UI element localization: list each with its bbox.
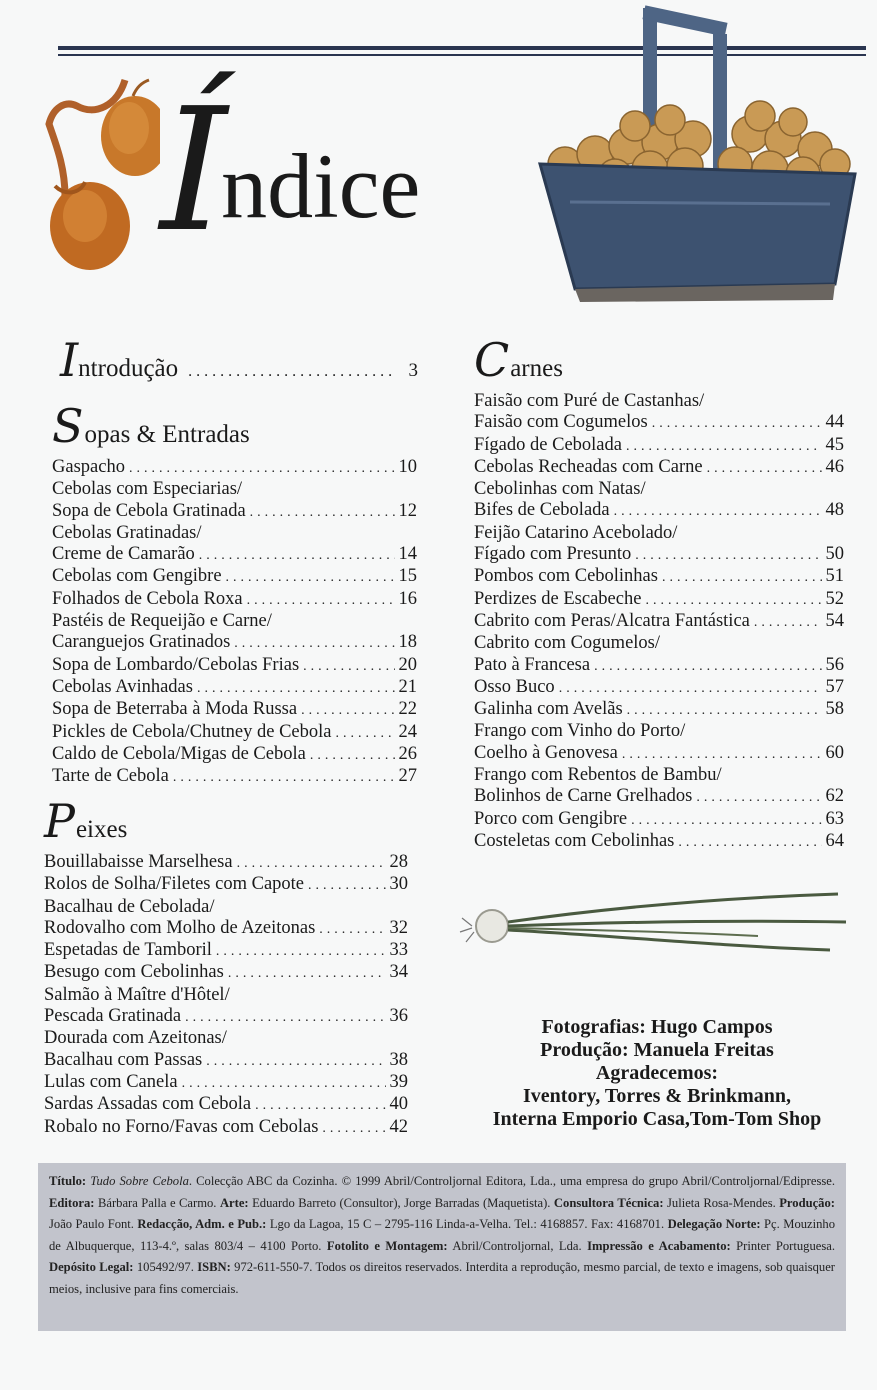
toc-leader-dots [315, 919, 386, 940]
toc-entry[interactable] [44, 852, 408, 874]
toc-entry-title: Cebolas Avinhadas [52, 676, 193, 697]
toc-entry[interactable] [474, 699, 844, 721]
toc-entry-title: Dourada com Azeitonas/ [44, 1028, 227, 1049]
colophon-text: Bárbara Palla e Carmo. [94, 1195, 220, 1210]
toc-leader-dots [299, 656, 395, 677]
toc-page-number: 39 [389, 1071, 408, 1092]
toc-entry[interactable] [44, 897, 408, 918]
toc-entry-title: Galinha com Avelãs [474, 699, 623, 720]
colophon-label: ISBN: [197, 1260, 231, 1275]
toc-entry-title: Faisão com Puré de Castanhas/ [474, 391, 705, 411]
toc-entry-title: Perdizes de Escabeche [474, 588, 642, 609]
toc-leader-dots [169, 767, 395, 788]
toc-entry[interactable] [474, 412, 844, 434]
colophon-text: Eduardo Barreto (Consultor), Jorge Barradas (Maquetista). [248, 1195, 554, 1210]
section-carnes [474, 333, 844, 853]
toc-entry[interactable] [474, 391, 844, 412]
toc-entry[interactable] [474, 721, 844, 742]
toc-leader-dots [125, 458, 395, 479]
toc-leader-dots [641, 590, 822, 611]
colophon-text: . Colecção ABC da Cozinha. © 1999 Abril/Controljornal Editora, Lda., uma empresa do grupo Abril/Controljornal/Edipresse. [188, 1174, 835, 1188]
toc-leader-dots [297, 700, 395, 721]
toc-leader-dots [623, 700, 822, 721]
toc-entry-title: Sopa de Beterraba à Moda Russa [52, 699, 298, 720]
page-title: Índice [160, 72, 421, 270]
toc-entry-title: Fígado com Presunto [474, 544, 632, 565]
colophon-label: Produção: [779, 1195, 835, 1210]
toc-leader-dots [555, 678, 822, 699]
toc-page-number: 16 [398, 588, 417, 609]
toc-leader-dots [332, 723, 396, 744]
onion-basket-illustration [535, 4, 860, 306]
credit-line: Fotografias: Hugo Campos [541, 1016, 773, 1038]
toc-entry[interactable] [44, 1117, 408, 1139]
toc-page-number: 44 [825, 412, 844, 433]
toc-page-number: 63 [825, 808, 844, 829]
toc-leader-dots [304, 875, 386, 896]
toc-entry[interactable] [474, 544, 844, 566]
toc-page-number: 20 [398, 654, 417, 675]
section-peixes [44, 794, 408, 1139]
toc-entry-title: Caldo de Cebola/Migas de Cebola [52, 743, 306, 764]
toc-entry-title: Sardas Assadas com Cebola [44, 1094, 252, 1115]
toc-page-number: 46 [825, 456, 844, 477]
toc-leader-dots [674, 832, 822, 853]
spring-onion-illustration [458, 888, 848, 968]
colophon-text: Julieta Rosa-Mendes. [663, 1195, 780, 1210]
toc-leader-dots [627, 810, 822, 831]
colophon-text: Printer Portuguesa. [730, 1238, 835, 1253]
toc-entry[interactable] [52, 479, 417, 500]
toc-leader-dots [224, 963, 386, 984]
toc-leader-dots [703, 458, 822, 479]
toc-entry-title: Cabrito com Cogumelos/ [474, 633, 661, 654]
toc-leader-dots [306, 745, 395, 766]
toc-entry-title: Cebolas com Especiarias/ [52, 479, 243, 500]
toc-entry-title: Cebolas com Gengibre [52, 566, 222, 587]
toc-leader-dots [233, 853, 386, 874]
toc-page-number: 52 [825, 588, 844, 609]
toc-leader-dots [230, 633, 395, 654]
toc-page-number: 26 [398, 743, 417, 764]
toc-entry[interactable] [52, 677, 417, 699]
toc-leader-dots [246, 502, 395, 523]
toc-entry-title: Tarte de Cebola [52, 766, 169, 787]
toc-leader-dots [212, 941, 386, 962]
toc-entry[interactable] [52, 632, 417, 654]
toc-entry-title: Faisão com Cogumelos [474, 412, 648, 433]
photo-credits [468, 1016, 846, 1131]
toc-page-number: 58 [825, 699, 844, 720]
toc-entry-title: Bifes de Cebolada [474, 500, 610, 521]
section-sopas-entradas [52, 399, 417, 788]
toc-leader-dots [618, 744, 822, 765]
toc-page-number: 36 [389, 1006, 408, 1027]
toc-entry[interactable] [44, 962, 408, 984]
toc-entry[interactable] [44, 1006, 408, 1028]
colophon-text: Lgo da Lagoa, 15 C – 2795-116 Linda-a-Velha. Tel.: 4168857. Fax: 4168701. [266, 1217, 668, 1232]
toc-entry-title: Besugo com Cebolinhas [44, 962, 224, 983]
toc-entry[interactable] [44, 1072, 408, 1094]
toc-leader-dots [631, 545, 822, 566]
toc-entry-title: Fígado de Cebolada [474, 434, 622, 455]
toc-page-number: 12 [398, 500, 417, 521]
toc-page-number: 33 [389, 940, 408, 961]
toc-leader-dots [692, 787, 822, 808]
colophon-book-title: Tudo Sobre Cebola [90, 1174, 189, 1188]
toc-entry-title: Cebolas Gratinadas/ [52, 522, 202, 543]
toc-page-number: 62 [825, 786, 844, 807]
toc-entry[interactable] [52, 699, 417, 721]
toc-entry[interactable] [52, 544, 417, 566]
toc-entry-title: Cabrito com Peras/Alcatra Fantástica [474, 610, 750, 631]
toc-entry[interactable] [44, 985, 408, 1006]
toc-leader-dots [243, 590, 395, 611]
toc-leader-dots [658, 567, 822, 588]
toc-leader-dots [648, 413, 822, 434]
toc-entry-title: Espetadas de Tamboril [44, 940, 212, 961]
toc-entry-title: Pickles de Cebola/Chutney de Cebola [52, 721, 332, 742]
toc-entry-title: Creme de Camarão [52, 544, 195, 565]
colophon-text: João Paulo Font. [49, 1217, 138, 1232]
toc-entry[interactable] [474, 523, 844, 544]
toc-leader-dots [195, 545, 395, 566]
toc-entry-title: Costeletas com Cebolinhas [474, 830, 675, 851]
section-heading: Sopas & Entradas [52, 399, 250, 453]
toc-entry-title: Bacalhau de Cebolada/ [44, 896, 215, 917]
toc-entry[interactable] [474, 831, 844, 853]
colophon-label: Redacção, Adm. e Pub.: [137, 1217, 267, 1232]
toc-entry[interactable] [52, 722, 417, 744]
toc-page-number: 18 [398, 632, 417, 653]
colophon-box [38, 1163, 846, 1331]
colophon-text: Pç. Mouzinho de Albuquerque, 113-4.º, salas 803/4 – 4100 Porto. [49, 1217, 836, 1253]
toc-entry-title: Bouillabaisse Marselhesa [44, 852, 233, 872]
toc-entry[interactable] [474, 786, 844, 808]
toc-page-number: 10 [398, 457, 417, 477]
toc-page-number: 24 [398, 721, 417, 742]
toc-entry[interactable] [44, 874, 408, 896]
toc-entry-title: Frango com Vinho do Porto/ [474, 721, 686, 742]
toc-page-number: 14 [398, 544, 417, 565]
toc-page-number: 27 [398, 766, 417, 787]
colophon-label: Editora: [49, 1195, 95, 1210]
toc-entry-title: Bolinhos de Carne Grelhados [474, 786, 693, 807]
toc-page-number: 56 [825, 654, 844, 675]
toc-entry[interactable] [474, 435, 844, 457]
toc-entry[interactable] [474, 566, 844, 588]
toc-leader-dots [222, 567, 395, 588]
toc-entry-title: Pato à Francesa [474, 654, 591, 675]
toc-entry[interactable] [52, 589, 417, 611]
toc-page-number: 32 [389, 917, 408, 938]
toc-page-number: 21 [398, 676, 417, 697]
toc-entry-title: Rolos de Solha/Filetes com Capote [44, 874, 305, 895]
toc-entry[interactable] [474, 500, 844, 522]
toc-entry[interactable] [474, 743, 844, 765]
toc-entry-title: Coelho à Genovesa [474, 742, 618, 763]
toc-page-number: 57 [825, 676, 844, 697]
toc-list-carnes [474, 391, 844, 853]
toc-entry[interactable] [44, 940, 408, 962]
toc-entry[interactable] [52, 523, 417, 544]
toc-page-number: 22 [398, 699, 417, 720]
toc-entry-title: Pombos com Cebolinhas [474, 566, 658, 587]
colophon-label: Depósito Legal: [49, 1260, 134, 1275]
toc-entry-title: Feijão Catarino Acebolado/ [474, 522, 678, 543]
toc-page-number: 64 [825, 830, 844, 851]
toc-entry[interactable] [474, 633, 844, 654]
credit-line: Interna Emporio Casa,Tom-Tom Shop [492, 1108, 822, 1130]
toc-leader-dots [181, 1007, 386, 1028]
toc-entry-title: Porco com Gengibre [474, 808, 628, 829]
toc-entry-title: Cebolinhas com Natas/ [474, 479, 646, 500]
toc-entry[interactable] [474, 809, 844, 831]
toc-entry-title: Lulas com Canela [44, 1071, 178, 1092]
toc-entry[interactable]: Introdução ..... 3 [60, 342, 418, 383]
toc-entry-title: Salmão à Maître d'Hôtel/ [44, 984, 230, 1005]
toc-page-number: 34 [389, 962, 408, 983]
colophon-text: 105492/97. [133, 1260, 198, 1275]
toc-page-number: 42 [389, 1116, 408, 1137]
toc-entry[interactable] [474, 457, 844, 479]
toc-list-sopas [52, 457, 417, 788]
toc-entry[interactable] [52, 566, 417, 588]
toc-page-number: 38 [389, 1049, 408, 1070]
toc-entry-title: Pescada Gratinada [44, 1006, 182, 1027]
toc-entry-title: Pastéis de Requeijão e Carne/ [52, 611, 272, 632]
section-heading: Peixes [44, 794, 128, 848]
toc-entry[interactable] [44, 1094, 408, 1116]
toc-entry[interactable] [52, 655, 417, 677]
toc-leader-dots [610, 501, 822, 522]
toc-page-number: 40 [389, 1094, 408, 1115]
toc-entry-title: Sopa de Cebola Gratinada [52, 500, 246, 521]
credit-line: Agradecemos: [595, 1062, 719, 1084]
toc-page-number: 30 [389, 874, 408, 895]
toc-entry-title: Osso Buco [474, 676, 555, 697]
section-introducao [60, 333, 418, 387]
onion-illustration [25, 76, 160, 276]
toc-leader-dots [193, 678, 395, 699]
colophon-label: Fotolito e Montagem: [326, 1238, 448, 1253]
toc-page-number: 50 [825, 544, 844, 565]
toc-page-number: 60 [825, 742, 844, 763]
toc-entry[interactable] [52, 457, 417, 479]
toc-page-number: 15 [398, 566, 417, 587]
colophon-label: Impressão e Acabamento: [587, 1238, 731, 1253]
toc-page-number: 54 [825, 610, 844, 631]
toc-entry[interactable] [474, 655, 844, 677]
toc-leader-dots [622, 436, 822, 457]
toc-leader-dots [202, 1051, 386, 1072]
toc-entry[interactable] [52, 766, 417, 788]
toc-entry[interactable] [474, 479, 844, 500]
toc-entry[interactable] [44, 1028, 408, 1049]
toc-entry[interactable] [474, 677, 844, 699]
colophon-label: Delegação Norte: [667, 1217, 761, 1232]
toc-leader-dots [178, 1073, 386, 1094]
toc-entry-title: Gaspacho [52, 457, 125, 477]
colophon-label: Arte: [219, 1195, 249, 1210]
toc-entry-title: Caranguejos Gratinados [52, 632, 231, 653]
section-heading: Carnes [474, 333, 563, 387]
toc-page-number: 28 [389, 852, 408, 872]
colophon-label: Consultora Técnica: [553, 1195, 664, 1210]
toc-entry[interactable] [474, 765, 844, 786]
toc-entry-title: Frango com Rebentos de Bambu/ [474, 765, 722, 786]
toc-entry[interactable] [52, 501, 417, 523]
toc-entry-title: Folhados de Cebola Roxa [52, 588, 243, 609]
toc-entry[interactable] [44, 1050, 408, 1072]
toc-leader-dots [590, 656, 822, 677]
credit-line: Produção: Manuela Freitas [540, 1039, 774, 1061]
colophon-text: Abril/Controljornal, Lda. [447, 1238, 588, 1253]
toc-entry-title: Bacalhau com Passas [44, 1049, 203, 1070]
toc-leader-dots [318, 1118, 386, 1139]
colophon-label: Título: [49, 1174, 87, 1188]
toc-entry[interactable] [52, 744, 417, 766]
toc-entry-title: Robalo no Forno/Favas com Cebolas [44, 1116, 319, 1137]
toc-entry[interactable] [474, 611, 844, 633]
toc-leader-dots [750, 612, 822, 633]
toc-entry-title: Cebolas Recheadas com Carne [474, 456, 703, 477]
toc-entry[interactable] [44, 918, 408, 940]
toc-entry[interactable] [474, 589, 844, 611]
toc-page-number: 48 [825, 500, 844, 521]
toc-entry-title: Sopa de Lombardo/Cebolas Frias [52, 654, 300, 675]
colophon-text: 972-611-550-7. Todos os direitos reservados. Interdita a reprodução, mesmo parcial, de texto e imagens, sob quaisquer meios, inclusive para fins comerciais. [49, 1260, 835, 1296]
toc-entry-title: Rodovalho com Molho de Azeitonas [44, 917, 316, 938]
credit-line: Iventory, Torres & Brinkmann, [523, 1085, 791, 1107]
toc-page-number: 45 [825, 434, 844, 455]
toc-leader-dots [251, 1095, 386, 1116]
toc-list-peixes [44, 852, 408, 1139]
toc-entry[interactable] [52, 611, 417, 632]
toc-page-number: 51 [825, 566, 844, 587]
